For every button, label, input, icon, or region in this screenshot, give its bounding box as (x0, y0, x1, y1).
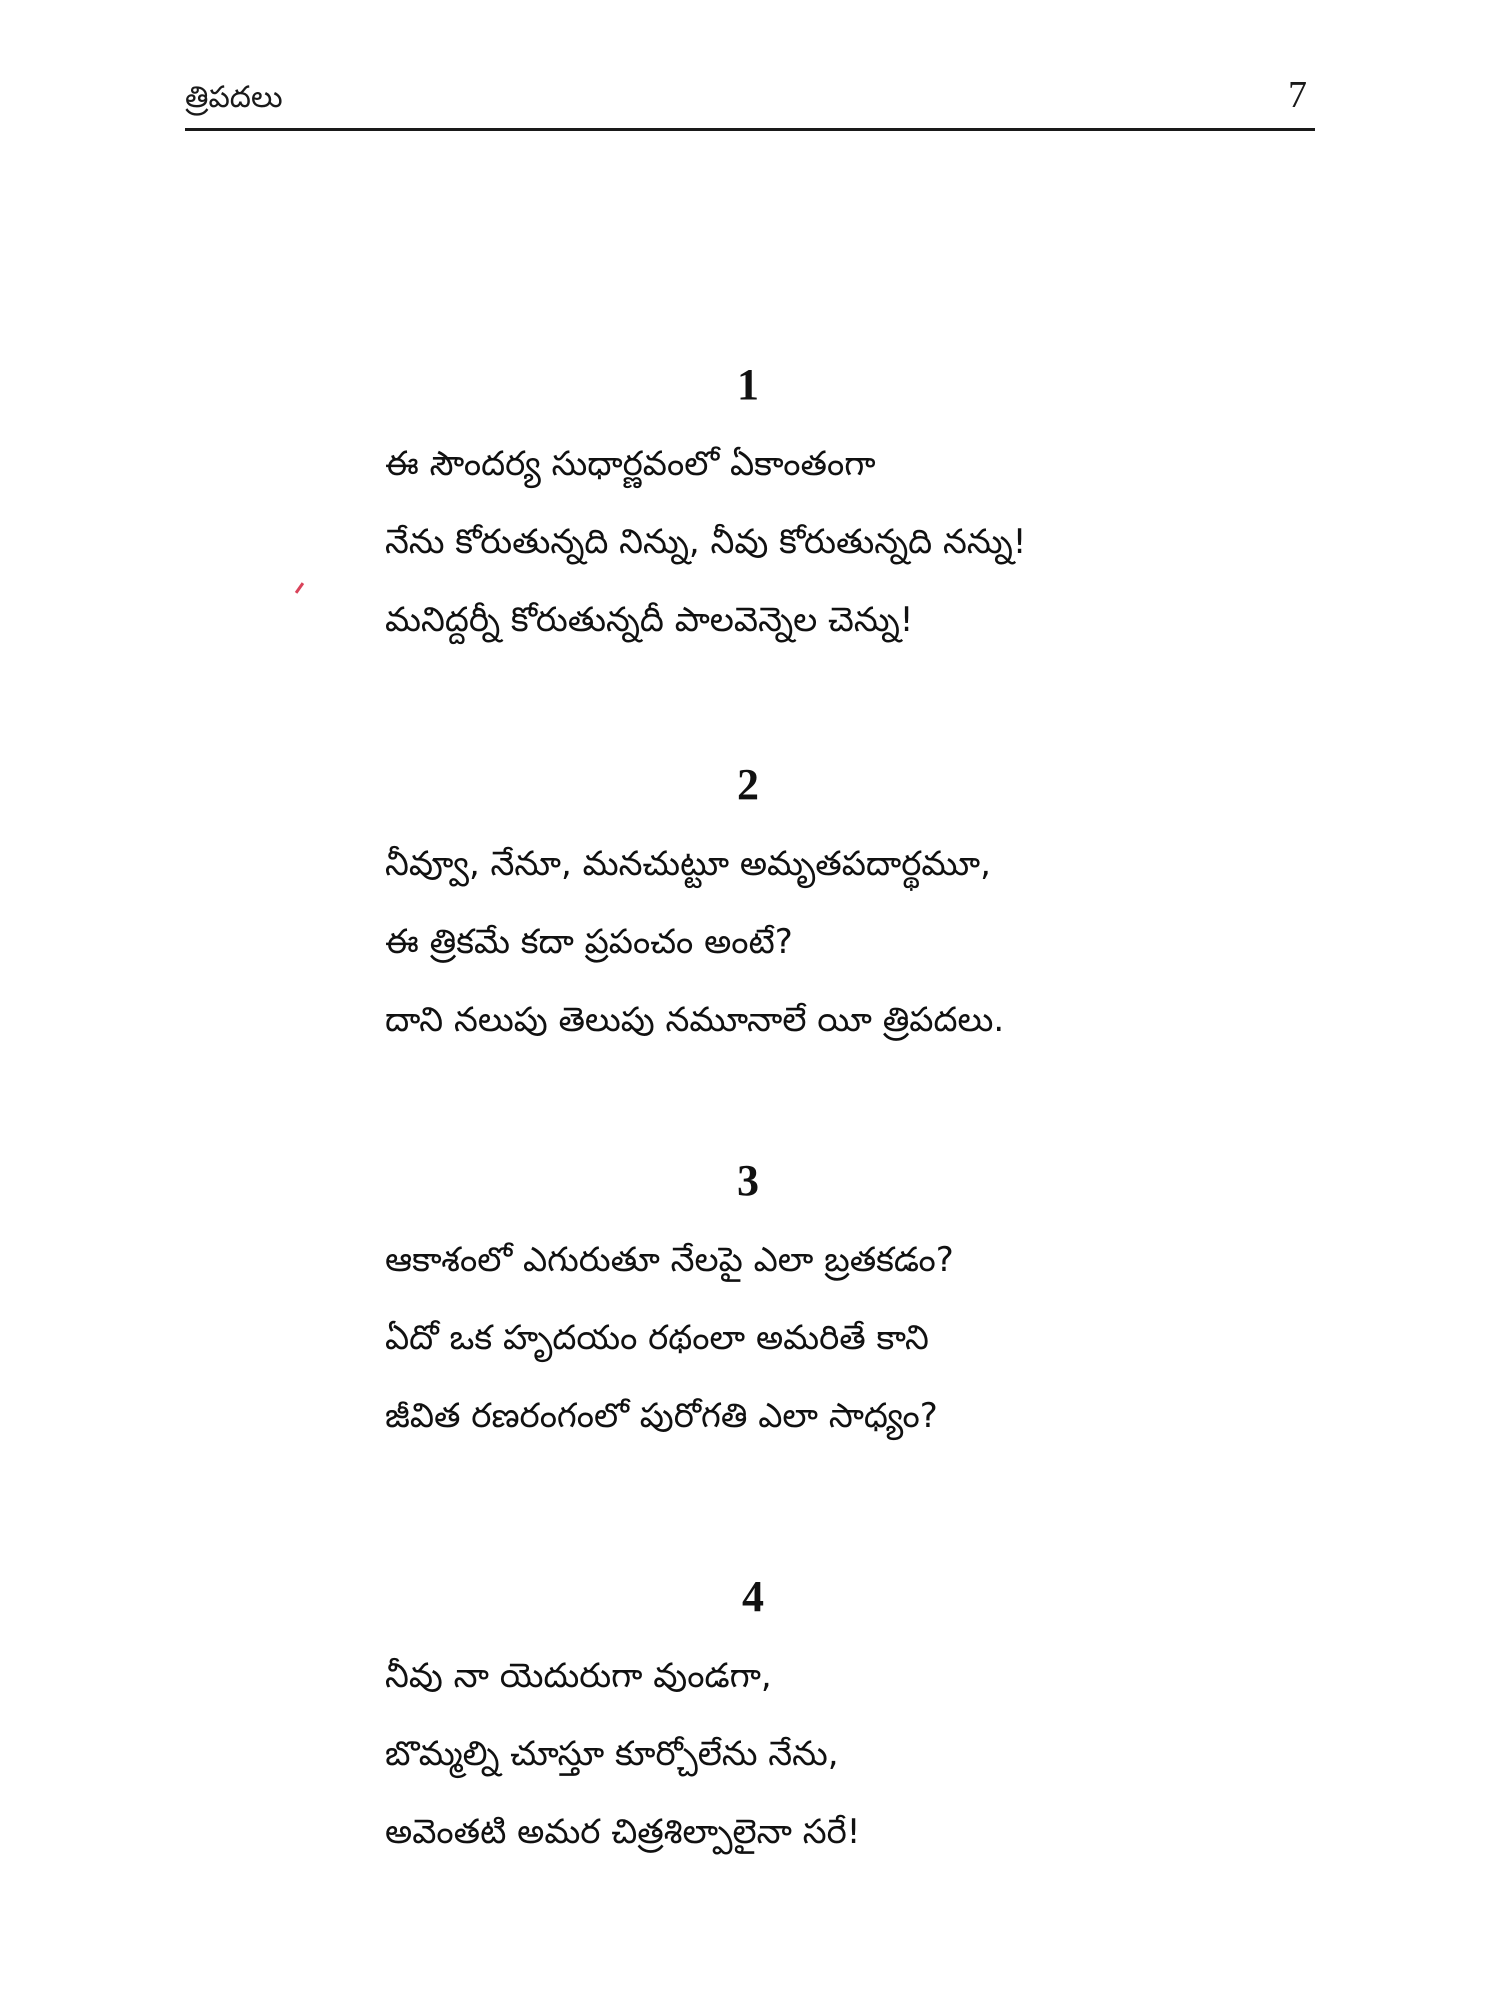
poem-line: మనిద్దర్నీ కోరుతున్నదీ పాలవెన్నెల చెన్ను! (385, 600, 914, 640)
poem-line: నీవ్వూ, నేనూ, మనచుట్టూ అమృతపదార్థమూ, (385, 844, 991, 884)
poem-line: అవెంతటి అమర చిత్రశిల్పాలైనా సరే! (385, 1812, 861, 1852)
poem-line: జీవిత రణరంగంలో పురోగతి ఎలా సాధ్యం? (385, 1396, 938, 1436)
header-rule (185, 128, 1315, 131)
poem-number: 1 (737, 360, 759, 409)
poem-line: ఏదో ఒక హృదయం రథంలా అమరితే కాని (385, 1318, 929, 1358)
poem-line: నీవు నా యెదురుగా వుండగా, (385, 1656, 772, 1696)
running-head: త్రిపదలు (185, 80, 283, 115)
poem-line: ఆకాశంలో ఎగురుతూ నేలపై ఎలా బ్రతకడం? (385, 1240, 954, 1280)
poem-number: 4 (742, 1572, 764, 1621)
poem-line: ఈ త్రికమే కదా ప్రపంచం అంటే? (385, 922, 793, 962)
page-header (185, 72, 1315, 132)
poem-number: 2 (737, 760, 759, 809)
poem-line: దాని నలుపు తెలుపు నమూనాలే యీ త్రిపదలు. (385, 1000, 1005, 1040)
page-number: 7 (1288, 74, 1307, 116)
poem-number: 3 (737, 1156, 759, 1205)
poem-line: బొమ్మల్ని చూస్తూ కూర్చోలేను నేను, (385, 1734, 839, 1774)
poem-line: ఈ సౌందర్య సుధార్ణవంలో ఏకాంతంగా (385, 444, 876, 484)
poem-line: నేను కోరుతున్నది నిన్ను, నీవు కోరుతున్నది నన్ను! (385, 522, 1027, 562)
stray-ink-mark (295, 582, 304, 594)
